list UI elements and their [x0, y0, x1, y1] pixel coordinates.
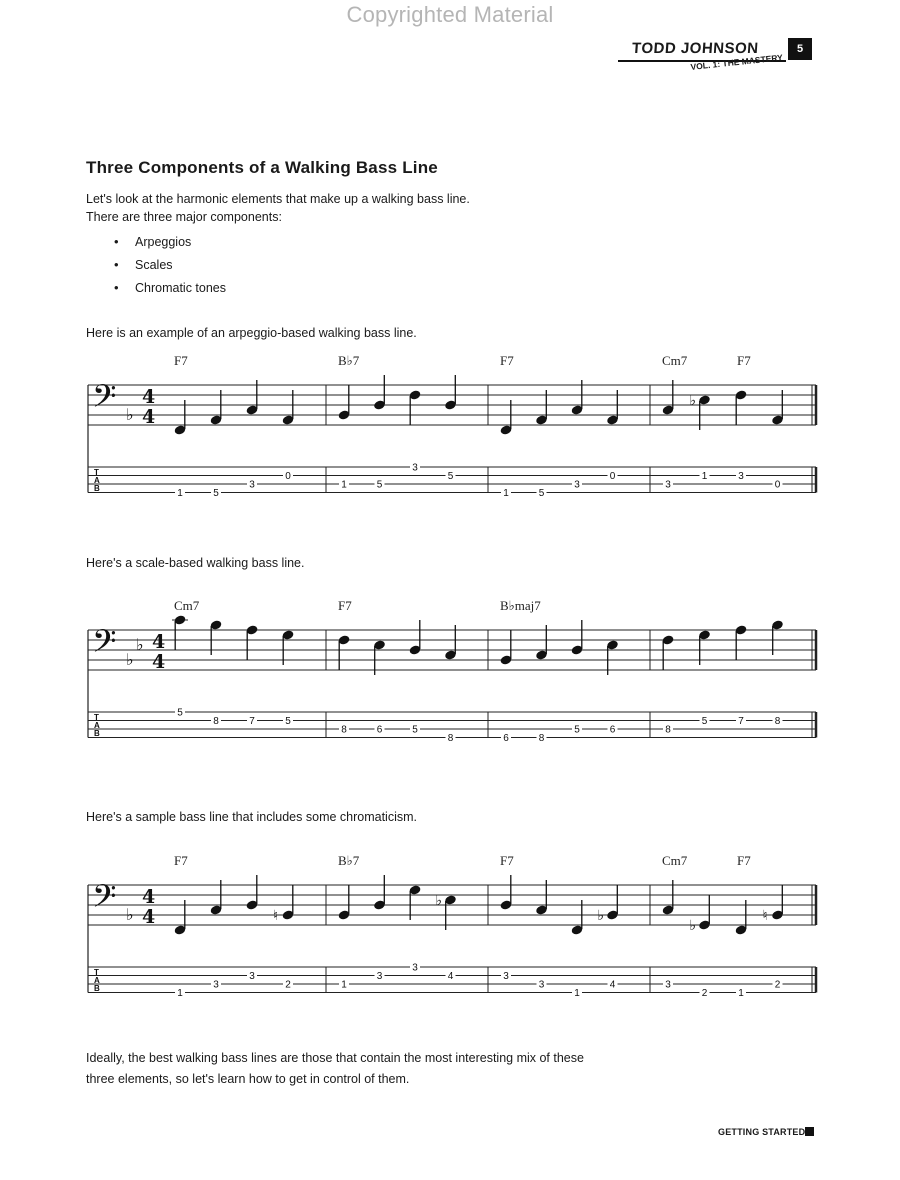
tab-clef-letter: T [94, 468, 99, 477]
list-item: • Chromatic tones [114, 281, 226, 304]
closing-line-2: three elements, so let's learn how to get in control of them. [86, 1072, 410, 1086]
example-1-caption: Here is an example of an arpeggio-based walking bass line. [86, 326, 417, 340]
arpeggio-example-notation [0, 345, 900, 505]
tab-fret-number: 3 [412, 962, 418, 974]
tab-fret-number: 0 [774, 479, 781, 491]
example-2-caption: Here's a scale-based walking bass line. [86, 556, 305, 570]
accidental-icon: ♭ [689, 918, 697, 934]
closing-paragraph [86, 1048, 584, 1090]
tab-fret-number: 5 [538, 488, 545, 499]
time-signature-bottom: 4 [142, 406, 156, 428]
footer-square-icon [805, 1127, 814, 1136]
chord-symbol: B♭7 [338, 853, 360, 868]
accidental-icon: ♭ [597, 908, 605, 924]
time-signature-top: 4 [152, 631, 166, 653]
chord-symbol: B♭7 [338, 353, 360, 368]
tab-fret-number: 2 [774, 979, 781, 991]
tab-fret-number: 3 [665, 479, 671, 491]
chord-symbol: F7 [500, 353, 514, 368]
tab-fret-number: 4 [447, 971, 454, 982]
accidental-icon: ♮ [273, 908, 279, 924]
tab-fret-number: 3 [503, 971, 509, 982]
tab-fret-number: 6 [609, 724, 616, 736]
bass-clef-icon: 𝄢 [92, 878, 117, 922]
tab-fret-number: 1 [701, 471, 708, 482]
section-title: Three Components of a Walking Bass Line [86, 158, 438, 177]
tab-fret-number: 2 [285, 979, 291, 991]
tab-clef-letter: A [94, 476, 100, 485]
tab-fret-number: 3 [412, 462, 418, 474]
chord-symbol: Cm7 [662, 853, 688, 868]
tab-fret-number: 3 [574, 479, 580, 491]
footer-section-label: GETTING STARTED [718, 1127, 806, 1137]
list-item: • Arpeggios [114, 235, 226, 258]
time-signature-top: 4 [142, 386, 156, 408]
tab-clef-letter: T [94, 968, 99, 977]
scale-example-notation [0, 590, 900, 750]
tab-fret-number: 1 [574, 988, 580, 999]
page-number: 5 [788, 38, 812, 60]
time-signature-bottom: 4 [152, 651, 166, 673]
intro-line-1: Let's look at the harmonic elements that make up a walking bass line. [86, 192, 470, 206]
chord-symbol: F7 [174, 353, 188, 368]
tab-fret-number: 5 [574, 724, 580, 736]
bass-clef-icon: 𝄢 [92, 623, 117, 667]
tab-fret-number: 5 [376, 479, 383, 491]
tab-fret-number: 1 [341, 479, 347, 491]
accidental-icon: ♭ [435, 893, 443, 909]
intro-paragraph [86, 190, 470, 226]
key-flat-icon: ♭ [136, 635, 144, 654]
tab-clef-letter: A [94, 721, 100, 730]
tab-fret-number: 5 [701, 716, 708, 727]
tab-fret-number: 7 [738, 716, 744, 727]
chord-symbol: F7 [500, 853, 514, 868]
tab-clef-letter: A [94, 976, 100, 985]
tab-fret-number: 2 [701, 988, 708, 999]
tab-fret-number: 3 [738, 471, 744, 482]
chord-symbol: F7 [737, 853, 751, 868]
chord-symbol: F7 [338, 598, 352, 613]
tab-fret-number: 3 [665, 979, 671, 991]
tab-fret-number: 3 [213, 979, 219, 991]
tab-fret-number: 1 [177, 988, 183, 999]
tab-fret-number: 8 [213, 716, 219, 727]
tab-fret-number: 1 [503, 488, 509, 499]
tab-fret-number: 0 [285, 471, 291, 482]
time-signature-bottom: 4 [142, 906, 156, 928]
tab-fret-number: 5 [447, 471, 454, 482]
closing-line-1: Ideally, the best walking bass lines are those that contain the most interesting mix of these [86, 1051, 584, 1065]
tab-fret-number: 3 [538, 979, 545, 991]
intro-line-2: There are three major components: [86, 210, 282, 224]
tab-clef-letter: T [94, 713, 99, 722]
tab-clef-letter: B [94, 984, 100, 993]
bass-clef-icon: 𝄢 [92, 378, 117, 422]
tab-clef-letter: B [94, 484, 100, 493]
tab-fret-number: 5 [213, 488, 219, 499]
tab-fret-number: 7 [249, 716, 255, 727]
list-item: • Scales [114, 258, 226, 281]
tab-fret-number: 5 [177, 707, 183, 719]
chord-symbol: Cm7 [662, 353, 688, 368]
tab-fret-number: 0 [609, 471, 616, 482]
tab-fret-number: 3 [249, 479, 255, 491]
tab-fret-number: 8 [774, 716, 781, 727]
tab-fret-number: 8 [341, 724, 347, 736]
tab-fret-number: 5 [412, 724, 418, 736]
chromatic-example-notation [0, 845, 900, 1005]
chord-symbol: Cm7 [174, 598, 200, 613]
tab-fret-number: 1 [341, 979, 347, 991]
chord-symbol: B♭maj7 [500, 598, 541, 613]
tab-fret-number: 3 [376, 971, 383, 982]
components-list [114, 235, 226, 304]
key-flat-icon: ♭ [126, 905, 134, 924]
tab-fret-number: 4 [609, 979, 616, 991]
example-3-caption: Here's a sample bass line that includes some chromaticism. [86, 810, 417, 824]
tab-fret-number: 5 [285, 716, 291, 727]
tab-clef-letter: B [94, 729, 100, 738]
chord-symbol: F7 [737, 353, 751, 368]
time-signature-top: 4 [142, 886, 156, 908]
tab-fret-number: 8 [447, 733, 454, 744]
tab-fret-number: 3 [249, 971, 255, 982]
copyright-watermark: Copyrighted Material [346, 2, 554, 27]
key-flat-icon: ♭ [126, 405, 134, 424]
chord-symbol: F7 [174, 853, 188, 868]
tab-fret-number: 1 [177, 488, 183, 499]
header-author: TODD JOHNSON [631, 40, 760, 57]
tab-fret-number: 6 [376, 724, 383, 736]
tab-fret-number: 6 [503, 733, 509, 744]
accidental-icon: ♮ [762, 908, 768, 924]
tab-fret-number: 8 [538, 733, 545, 744]
accidental-icon: ♭ [689, 393, 697, 409]
header-volume: VOL. 1: THE MASTERY [690, 52, 784, 72]
key-flat-icon: ♭ [126, 650, 134, 669]
tab-fret-number: 1 [738, 988, 744, 999]
tab-fret-number: 8 [665, 724, 671, 736]
